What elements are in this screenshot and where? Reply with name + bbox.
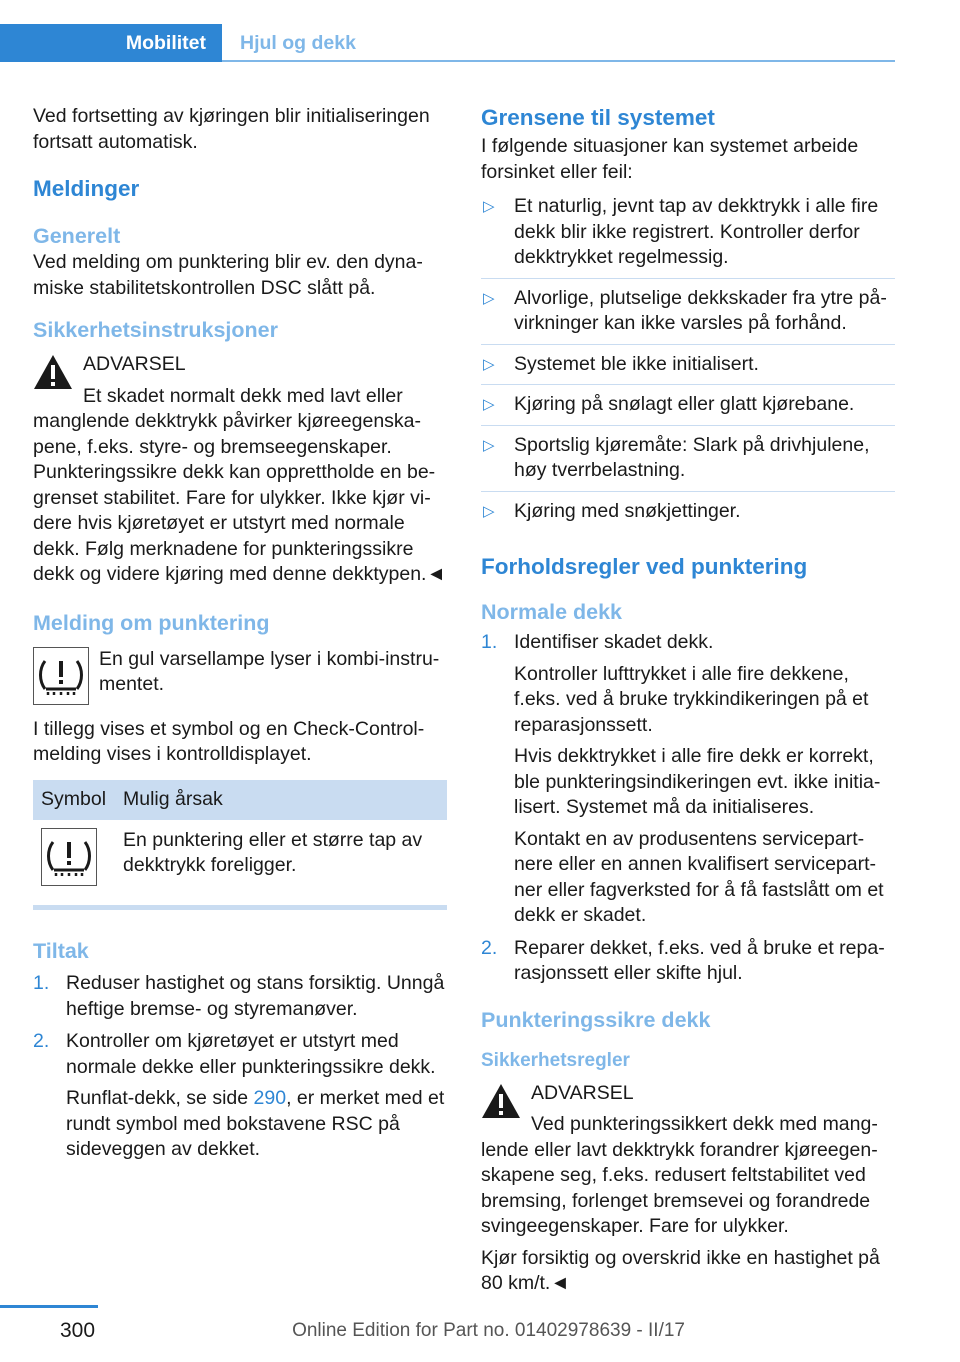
heading-tiltak: Tiltak (33, 939, 89, 963)
list-item-text: Reparer dekket, f.eks. ved å bruke et reparasjonssett eller skifte hjul. (514, 936, 885, 984)
page-290-link[interactable]: 290 (253, 1087, 287, 1109)
list-item-text: Kjøring med snøkjettinger. (514, 499, 741, 522)
edition-note: Online Edition for Part no. 01402978639 - II/17 (292, 1320, 685, 1341)
final-text: Kjør forsiktig og overskrid ikke en hastighet på 80 km/t.◄ (481, 1246, 880, 1294)
warning-triangle-icon (481, 1083, 521, 1119)
runflat-text (66, 1086, 447, 1163)
table-row (33, 820, 447, 906)
heading-sikkerhetsregler: Sikkerhetsregler (481, 1049, 630, 1071)
left-column (33, 104, 447, 1170)
heading-sikkerhetsinstruksjoner: Sikkerhetsinstruksjoner (33, 318, 278, 342)
list-item-text: Reduser hastighet og stans forsiktig. Unngå heftige bremse- og styremanøver. (66, 972, 445, 1020)
bullet-triangle-icon: ▷ (483, 436, 495, 454)
list-item-text: Sportslig kjøremåte: Slark på drivhjulene, høy tverrbelastning. (514, 433, 870, 481)
symbol-table (33, 780, 447, 906)
heading-punkteringssikre-dekk: Punkteringssikre dekk (481, 1007, 711, 1032)
list-item (481, 385, 895, 426)
table-bottom-rule (33, 905, 447, 910)
list-item-text: Identifiser skadet dekk. (514, 631, 714, 653)
tpms-lamp-block (33, 647, 447, 713)
heading-forholdsregler: Forholdsregler ved punktering (481, 554, 808, 579)
warning-label: ADVARSEL (531, 1081, 634, 1104)
cause-cell: En punktering eller et større tap av dekktrykk foreligger. (123, 828, 423, 876)
list-item (481, 426, 895, 492)
list-item-text: Kjøring på snølagt eller glatt kjørebane. (514, 393, 855, 415)
step1-sub3: Kontakt en av produsentens servicepartnere eller en annen kvalifisert servicepartner eller fagverksted for å få fastslått om et dekk er skadet. (514, 827, 884, 926)
heading-melding-om-punktering: Melding om punktering (33, 610, 270, 635)
list-item (481, 279, 895, 345)
bullet-triangle-icon: ▷ (483, 355, 495, 373)
warning-block (481, 1081, 895, 1240)
bullet-triangle-icon: ▷ (483, 396, 495, 413)
heading-generelt: Generelt (33, 224, 121, 248)
bullet-triangle-icon: ▷ (483, 198, 495, 215)
tire-pressure-warning-icon (41, 828, 97, 886)
grensene-intro: I følgende situasjoner kan systemet arbeide forsinket eller feil: (481, 135, 859, 183)
runflat-pre: Runflat-dekk, se side (66, 1087, 254, 1109)
bullet-triangle-icon: ▷ (483, 502, 495, 520)
list-number: 1. (481, 631, 498, 653)
list-item-text: Kontroller om kjøretøyet er utstyrt med normale dekke eller punkteringssikre dekk. (66, 1030, 436, 1078)
warning-text: Et skadet normalt dekk med lavt eller manglende dekktrykk påvirker kjøreegenskapene, f.eks. styre- og bremseegenskaper. Punkteringssikre dekk kan opprettholde en begrenset stabilitet. Fare for ulykker. Ikke kjør videre hvis kjøretøyet er utstyrt med normale dekk. Følg merknadene for punkteringssikre dekk og videre kjøring med denne dekktypen.◄ (33, 384, 446, 585)
heading-grensene: Grensene til systemet (481, 105, 715, 130)
warning-label: ADVARSEL (83, 353, 186, 375)
tire-pressure-warning-icon (33, 647, 89, 705)
list-item-text: Systemet ble ikke initialisert. (514, 352, 759, 375)
footer-rule (0, 1305, 98, 1308)
bullet-triangle-icon: ▷ (483, 289, 495, 307)
list-number: 2. (481, 936, 498, 959)
warning-text: Ved punkteringssikkert dekk med manglende eller lavt dekktrykk forandrer kjøreegenskapene seg, f.eks. redusert feltstabilitet ved bremsing, forlenget bremsevei og forandrede svingeegenskaper. Fare for ulykker. (481, 1113, 878, 1237)
list-item (33, 971, 447, 1022)
tab-hjul-og-dekk[interactable]: Hjul og dekk (240, 32, 356, 54)
step1-sub2: Hvis dekktrykket i alle fire dekk er korrekt, ble punkteringsindikeringen evt. ikke initialisert. Systemet må da initialiseres. (514, 745, 881, 818)
tab-mobilitet-label: Mobilitet (125, 32, 206, 54)
lamp-text: En gul varsellampe lyser i kombi-instrumentet. (99, 647, 440, 695)
intro-text: Ved fortsetting av kjøringen blir initialiseringen fortsatt automatisk. (33, 105, 430, 153)
list-item-text: Et naturlig, jevnt tap av dekktrykk i alle fire dekk blir ikke registrert. Kontroller derfor dekktrykket regelmessig. (514, 195, 879, 268)
right-column (481, 104, 895, 1303)
tiltak-list (33, 971, 447, 1163)
page-number: 300 (60, 1319, 96, 1342)
tab-mobilitet[interactable] (0, 24, 222, 62)
generelt-text: Ved melding om punktering blir ev. den dynamiske stabilitetskontrollen DSC slått på. (33, 251, 423, 299)
list-item (481, 187, 895, 279)
heading-meldinger: Meldinger (33, 176, 140, 201)
col-header-cause: Mulig årsak (115, 780, 447, 820)
normale-dekk-list (481, 630, 895, 987)
list-item (481, 936, 895, 987)
list-number: 1. (33, 972, 50, 994)
warning-triangle-icon (33, 354, 73, 390)
check-control-text: I tillegg vises et symbol og en Check-Control-melding vises i kontrolldisplayet. (33, 717, 425, 765)
heading-normale-dekk: Normale dekk (481, 600, 623, 624)
col-header-symbol: Symbol (33, 780, 115, 820)
list-item (481, 345, 895, 386)
step1-sub1: Kontroller lufttrykket i alle fire dekkene, f.eks. ved å bruke trykkindikeringen på et reparasjonssett. (514, 662, 869, 736)
warning-block (33, 352, 447, 588)
grensene-list (481, 187, 895, 531)
list-item (33, 1029, 447, 1163)
list-item-text: Alvorlige, plutselige dekkskader fra ytre påvirkninger kan ikke varsles på forhånd. (514, 286, 887, 334)
list-item (481, 492, 895, 532)
list-item (481, 630, 895, 929)
runflat-post: , er merket med et rundt symbol med bokstavene RSC på sideveggen av dekket. (66, 1087, 445, 1160)
list-number: 2. (33, 1030, 50, 1052)
symbol-cell (33, 820, 115, 906)
